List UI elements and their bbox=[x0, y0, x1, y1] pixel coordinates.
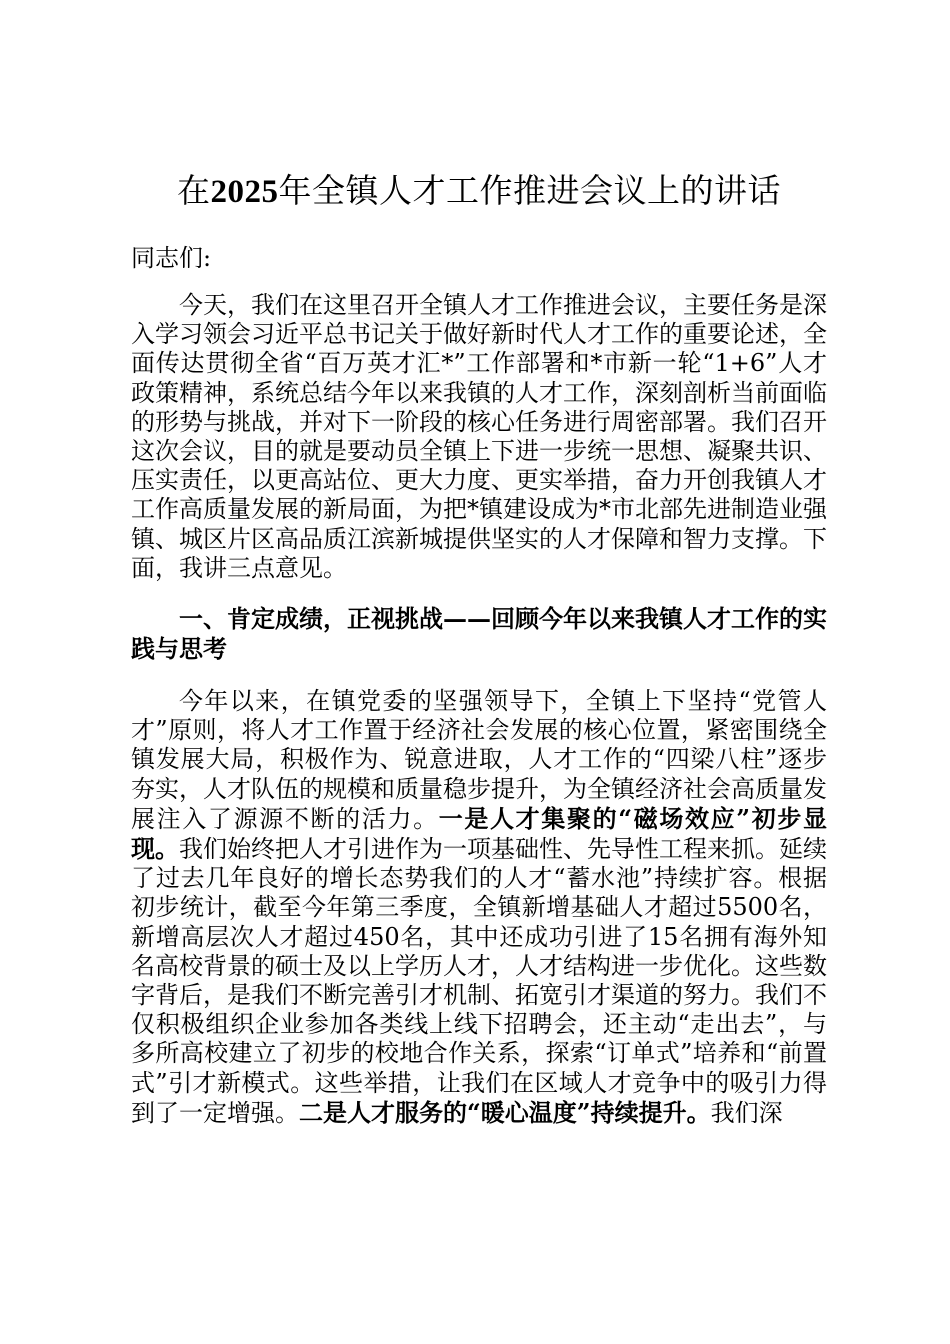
paragraph-review-text-3: 我们深 bbox=[710, 1098, 783, 1127]
paragraph-review-text-2: 我们始终把人才引进作为一项基础性、先导性工程来抓。延续了过去几年良好的增长态势我们的人才“蓄水池”持续扩容。根据初步统计，截至今年第三季度，全镇新增基础人才超过5500名，新增高层次人才超过450名，其中还成功引进了15名拥有海外知名高校背景的硕士及以上学历人才，人才结构进一步优化。这些数字背后，是我们不断完善引才机制、拓宽引才渠道的努力。我们不仅积极组织企业参加各类线上线下招聘会，还主动“走出去”，与多所高校建立了初步的校地合作关系，探索“订单式”培养和“前置式”引才新模式。这些举措，让我们在区域人才竞争中的吸引力得到了一定增强。 bbox=[131, 835, 827, 1127]
document-title bbox=[131, 158, 827, 225]
paragraph-review bbox=[131, 687, 827, 1128]
section-heading-1: 一、肯定成绩，正视挑战——回顾今年以来我镇人才工作的实践与思考 bbox=[131, 604, 827, 664]
paragraph-intro: 今天，我们在这里召开全镇人才工作推进会议，主要任务是深入学习领会习近平总书记关于做好新时代人才工作的重要论述，全面传达贯彻全省“百万英才汇*”工作部署和*市新一轮“1+6”人才政策精神，系统总结今年以来我镇的人才工作，深刻剖析当前面临的形势与挑战，并对下一阶段的核心任务进行周密部署。我们召开这次会议，目的就是要动员全镇上下进一步统一思想、凝聚共识、压实责任，以更高站位、更大力度、更实举措，奋力开创我镇人才工作高质量发展的新局面，为把*镇建设成为*市北部先进制造业强镇、城区片区高品质江滨新城提供坚实的人才保障和智力支撑。下面，我讲三点意见。 bbox=[131, 291, 827, 582]
paragraph-review-bold-1: 一是人才集聚的“磁场效应”初步显现。 bbox=[131, 803, 828, 864]
title-prefix: 在 bbox=[177, 171, 211, 210]
paragraph-review-bold-2: 二是人才服务的“暖心温度”持续提升。 bbox=[299, 1097, 711, 1127]
paragraph-review-text-1: 今年以来，在镇党委的坚强领导下，全镇上下坚持“党管人才”原则，将人才工作置于经济社会发展的核心位置，紧密围绕全镇发展大局，积极作为、锐意进取，人才工作的“四梁八柱”逐步夯实，人才队伍的规模和质量稳步提升，为全镇经济社会高质量发展注入了源源不断的活力。 bbox=[131, 687, 827, 833]
salutation: 同志们: bbox=[131, 244, 212, 272]
title-suffix: 年全镇人才工作推进会议上的讲话 bbox=[278, 171, 781, 210]
document-body bbox=[131, 158, 827, 1128]
title-year: 2025 bbox=[210, 174, 279, 210]
